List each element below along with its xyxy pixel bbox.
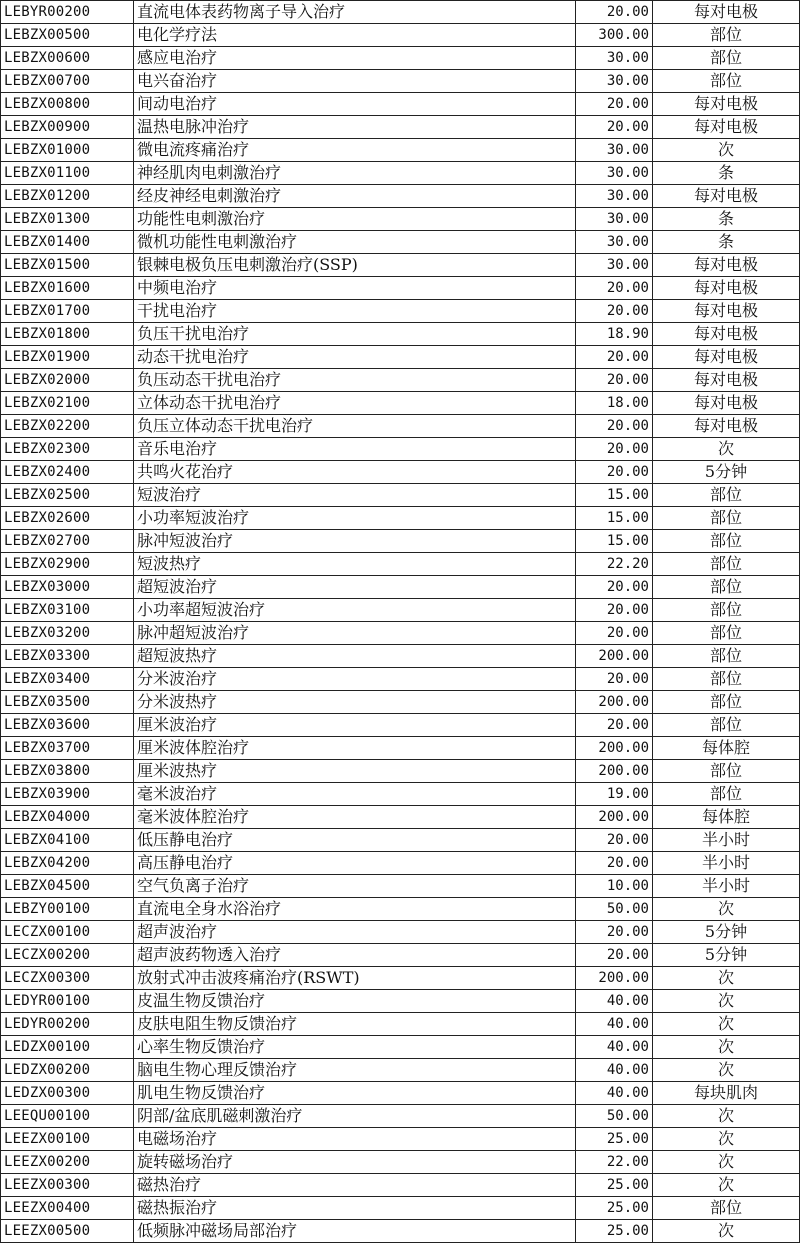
item-name-cell: 电磁场治疗: [134, 1128, 576, 1151]
item-price-cell: 20.00: [576, 576, 653, 599]
item-price-cell: 20.00: [576, 714, 653, 737]
item-unit-cell: 5分钟: [653, 461, 800, 484]
table-row: [1, 576, 800, 599]
item-code-cell: LEBZX02300: [1, 438, 134, 461]
table-row: [1, 392, 800, 415]
item-name-cell: 功能性电刺激治疗: [134, 208, 576, 231]
table-row: [1, 1036, 800, 1059]
item-code-cell: LEBZX00800: [1, 93, 134, 116]
item-code-cell: LEBZX01100: [1, 162, 134, 185]
item-price-cell: 40.00: [576, 1082, 653, 1105]
table-row: [1, 231, 800, 254]
item-unit-cell: 部位: [653, 24, 800, 47]
table-row: [1, 737, 800, 760]
item-unit-cell: 每体腔: [653, 806, 800, 829]
item-unit-cell: 每对电极: [653, 392, 800, 415]
item-code-cell: LEBZX03500: [1, 691, 134, 714]
item-unit-cell: 部位: [653, 760, 800, 783]
item-price-cell: 50.00: [576, 1105, 653, 1128]
item-unit-cell: 每块肌肉: [653, 1082, 800, 1105]
item-name-cell: 脉冲短波治疗: [134, 530, 576, 553]
item-price-cell: 40.00: [576, 1013, 653, 1036]
item-name-cell: 旋转磁场治疗: [134, 1151, 576, 1174]
item-unit-cell: 部位: [653, 70, 800, 93]
item-unit-cell: 部位: [653, 714, 800, 737]
table-row: [1, 645, 800, 668]
item-price-cell: 20.00: [576, 346, 653, 369]
item-name-cell: 小功率短波治疗: [134, 507, 576, 530]
item-name-cell: 短波热疗: [134, 553, 576, 576]
item-price-cell: 25.00: [576, 1197, 653, 1220]
item-code-cell: LECZX00200: [1, 944, 134, 967]
table-row: [1, 668, 800, 691]
item-code-cell: LEEZX00100: [1, 1128, 134, 1151]
table-row: [1, 875, 800, 898]
item-code-cell: LEBZX00700: [1, 70, 134, 93]
item-name-cell: 分米波热疗: [134, 691, 576, 714]
item-name-cell: 微电流疼痛治疗: [134, 139, 576, 162]
table-row: [1, 1174, 800, 1197]
item-name-cell: 毫米波治疗: [134, 783, 576, 806]
item-price-cell: 20.00: [576, 300, 653, 323]
item-code-cell: LEBZX03300: [1, 645, 134, 668]
item-name-cell: 短波治疗: [134, 484, 576, 507]
table-row: [1, 47, 800, 70]
item-name-cell: 动态干扰电治疗: [134, 346, 576, 369]
item-name-cell: 脑电生物心理反馈治疗: [134, 1059, 576, 1082]
item-price-cell: 22.00: [576, 1151, 653, 1174]
item-code-cell: LEBZX03400: [1, 668, 134, 691]
table-row: [1, 944, 800, 967]
item-code-cell: LEBZX00600: [1, 47, 134, 70]
item-unit-cell: 每对电极: [653, 369, 800, 392]
item-unit-cell: 次: [653, 1151, 800, 1174]
item-price-cell: 20.00: [576, 461, 653, 484]
item-unit-cell: 部位: [653, 622, 800, 645]
table-row: [1, 461, 800, 484]
item-price-cell: 30.00: [576, 70, 653, 93]
item-price-cell: 40.00: [576, 990, 653, 1013]
item-unit-cell: 每对电极: [653, 93, 800, 116]
item-name-cell: 干扰电治疗: [134, 300, 576, 323]
item-code-cell: LEBZX01300: [1, 208, 134, 231]
item-price-cell: 20.00: [576, 829, 653, 852]
item-price-cell: 200.00: [576, 760, 653, 783]
item-code-cell: LEBZX00500: [1, 24, 134, 47]
item-price-cell: 40.00: [576, 1059, 653, 1082]
item-name-cell: 温热电脉冲治疗: [134, 116, 576, 139]
item-price-cell: 30.00: [576, 47, 653, 70]
item-price-cell: 30.00: [576, 162, 653, 185]
item-name-cell: 低压静电治疗: [134, 829, 576, 852]
item-unit-cell: 部位: [653, 1197, 800, 1220]
item-name-cell: 皮温生物反馈治疗: [134, 990, 576, 1013]
item-name-cell: 电化学疗法: [134, 24, 576, 47]
item-price-cell: 15.00: [576, 484, 653, 507]
item-code-cell: LEBZX04200: [1, 852, 134, 875]
table-row: [1, 852, 800, 875]
table-row: [1, 553, 800, 576]
item-code-cell: LEBZY00100: [1, 898, 134, 921]
item-unit-cell: 部位: [653, 507, 800, 530]
item-name-cell: 脉冲超短波治疗: [134, 622, 576, 645]
item-name-cell: 共鸣火花治疗: [134, 461, 576, 484]
item-name-cell: 高压静电治疗: [134, 852, 576, 875]
item-price-cell: 20.00: [576, 944, 653, 967]
item-unit-cell: 次: [653, 1105, 800, 1128]
item-name-cell: 电兴奋治疗: [134, 70, 576, 93]
item-price-cell: 18.00: [576, 392, 653, 415]
item-unit-cell: 部位: [653, 484, 800, 507]
table-row: [1, 162, 800, 185]
item-name-cell: 小功率超短波治疗: [134, 599, 576, 622]
table-row: [1, 1013, 800, 1036]
item-unit-cell: 部位: [653, 645, 800, 668]
table-row: [1, 1105, 800, 1128]
item-unit-cell: 5分钟: [653, 921, 800, 944]
table-row: [1, 277, 800, 300]
item-price-cell: 300.00: [576, 24, 653, 47]
item-price-cell: 15.00: [576, 507, 653, 530]
item-code-cell: LEBZX03000: [1, 576, 134, 599]
item-unit-cell: 每对电极: [653, 116, 800, 139]
table-row: [1, 783, 800, 806]
item-name-cell: 负压动态干扰电治疗: [134, 369, 576, 392]
item-code-cell: LEBZX03900: [1, 783, 134, 806]
item-code-cell: LECZX00300: [1, 967, 134, 990]
item-code-cell: LEBZX00900: [1, 116, 134, 139]
table-row: [1, 599, 800, 622]
item-code-cell: LEDYR00100: [1, 990, 134, 1013]
item-code-cell: LEBZX01600: [1, 277, 134, 300]
table-row: [1, 806, 800, 829]
table-row: [1, 484, 800, 507]
item-code-cell: LEBZX01900: [1, 346, 134, 369]
table-row: [1, 24, 800, 47]
item-name-cell: 空气负离子治疗: [134, 875, 576, 898]
item-name-cell: 磁热振治疗: [134, 1197, 576, 1220]
item-price-cell: 15.00: [576, 530, 653, 553]
item-unit-cell: 次: [653, 990, 800, 1013]
table-row: [1, 1, 800, 24]
item-unit-cell: 部位: [653, 530, 800, 553]
item-price-cell: 20.00: [576, 93, 653, 116]
item-code-cell: LEBZX03100: [1, 599, 134, 622]
item-price-cell: 25.00: [576, 1128, 653, 1151]
item-price-cell: 30.00: [576, 185, 653, 208]
item-name-cell: 厘米波治疗: [134, 714, 576, 737]
item-code-cell: LEEZX00400: [1, 1197, 134, 1220]
table-row: [1, 829, 800, 852]
table-row: [1, 622, 800, 645]
table-row: [1, 438, 800, 461]
item-code-cell: LEBZX04500: [1, 875, 134, 898]
item-name-cell: 皮肤电阻生物反馈治疗: [134, 1013, 576, 1036]
table-row: [1, 300, 800, 323]
item-code-cell: LEBZX02200: [1, 415, 134, 438]
table-row: [1, 760, 800, 783]
item-name-cell: 立体动态干扰电治疗: [134, 392, 576, 415]
table-row: [1, 70, 800, 93]
item-unit-cell: 次: [653, 139, 800, 162]
item-price-cell: 20.00: [576, 1, 653, 24]
item-unit-cell: 次: [653, 1220, 800, 1243]
item-price-cell: 18.90: [576, 323, 653, 346]
item-name-cell: 放射式冲击波疼痛治疗(RSWT): [134, 967, 576, 990]
item-unit-cell: 每对电极: [653, 323, 800, 346]
table-row: [1, 116, 800, 139]
item-name-cell: 超短波热疗: [134, 645, 576, 668]
item-code-cell: LEEZX00200: [1, 1151, 134, 1174]
item-code-cell: LEBZX01500: [1, 254, 134, 277]
item-unit-cell: 每对电极: [653, 300, 800, 323]
table-row: [1, 346, 800, 369]
item-price-cell: 20.00: [576, 116, 653, 139]
item-unit-cell: 条: [653, 162, 800, 185]
item-price-cell: 25.00: [576, 1220, 653, 1243]
item-unit-cell: 次: [653, 438, 800, 461]
table-row: [1, 1197, 800, 1220]
item-code-cell: LEBZX01700: [1, 300, 134, 323]
item-name-cell: 间动电治疗: [134, 93, 576, 116]
item-price-cell: 20.00: [576, 277, 653, 300]
item-code-cell: LEBZX01000: [1, 139, 134, 162]
table-row: [1, 921, 800, 944]
item-code-cell: LEEZX00500: [1, 1220, 134, 1243]
item-price-cell: 50.00: [576, 898, 653, 921]
item-price-cell: 22.20: [576, 553, 653, 576]
item-code-cell: LEBZX04000: [1, 806, 134, 829]
item-code-cell: LEBZX02700: [1, 530, 134, 553]
table-row: [1, 415, 800, 438]
item-price-cell: 10.00: [576, 875, 653, 898]
item-code-cell: LEBZX03200: [1, 622, 134, 645]
item-unit-cell: 每对电极: [653, 1, 800, 24]
item-code-cell: LEBZX02400: [1, 461, 134, 484]
item-code-cell: LEBZX01200: [1, 185, 134, 208]
item-name-cell: 磁热治疗: [134, 1174, 576, 1197]
item-name-cell: 微机功能性电刺激治疗: [134, 231, 576, 254]
item-price-cell: 200.00: [576, 645, 653, 668]
item-code-cell: LEBZX01800: [1, 323, 134, 346]
item-price-cell: 30.00: [576, 231, 653, 254]
item-unit-cell: 次: [653, 1036, 800, 1059]
item-code-cell: LEBZX03600: [1, 714, 134, 737]
item-unit-cell: 条: [653, 208, 800, 231]
item-unit-cell: 每体腔: [653, 737, 800, 760]
item-price-cell: 40.00: [576, 1036, 653, 1059]
item-unit-cell: 次: [653, 1128, 800, 1151]
table-row: [1, 530, 800, 553]
item-name-cell: 经皮神经电刺激治疗: [134, 185, 576, 208]
item-code-cell: LEDZX00100: [1, 1036, 134, 1059]
item-name-cell: 超声波治疗: [134, 921, 576, 944]
item-name-cell: 负压立体动态干扰电治疗: [134, 415, 576, 438]
item-unit-cell: 部位: [653, 599, 800, 622]
item-code-cell: LEBZX03800: [1, 760, 134, 783]
item-unit-cell: 部位: [653, 668, 800, 691]
table-row: [1, 208, 800, 231]
item-code-cell: LEDZX00300: [1, 1082, 134, 1105]
table-row: [1, 1059, 800, 1082]
item-name-cell: 超短波治疗: [134, 576, 576, 599]
item-code-cell: LEEZX00300: [1, 1174, 134, 1197]
item-unit-cell: 次: [653, 967, 800, 990]
item-code-cell: LEBZX02900: [1, 553, 134, 576]
item-name-cell: 直流电体表药物离子导入治疗: [134, 1, 576, 24]
table-row: [1, 967, 800, 990]
item-price-cell: 20.00: [576, 852, 653, 875]
item-price-cell: 200.00: [576, 967, 653, 990]
table-row: [1, 369, 800, 392]
item-unit-cell: 部位: [653, 783, 800, 806]
item-code-cell: LEBZX02600: [1, 507, 134, 530]
table-row: [1, 93, 800, 116]
table-row: [1, 1220, 800, 1243]
item-code-cell: LEDYR00200: [1, 1013, 134, 1036]
item-unit-cell: 部位: [653, 576, 800, 599]
item-name-cell: 毫米波体腔治疗: [134, 806, 576, 829]
item-name-cell: 厘米波体腔治疗: [134, 737, 576, 760]
table-row: [1, 691, 800, 714]
item-name-cell: 中频电治疗: [134, 277, 576, 300]
item-code-cell: LEBZX03700: [1, 737, 134, 760]
item-price-cell: 200.00: [576, 806, 653, 829]
item-unit-cell: 半小时: [653, 829, 800, 852]
item-name-cell: 直流电全身水浴治疗: [134, 898, 576, 921]
item-name-cell: 感应电治疗: [134, 47, 576, 70]
item-code-cell: LEBZX02000: [1, 369, 134, 392]
item-price-cell: 20.00: [576, 921, 653, 944]
item-code-cell: LEEQU00100: [1, 1105, 134, 1128]
table-row: [1, 714, 800, 737]
item-name-cell: 阴部/盆底肌磁刺激治疗: [134, 1105, 576, 1128]
item-name-cell: 神经肌肉电刺激治疗: [134, 162, 576, 185]
item-price-cell: 20.00: [576, 369, 653, 392]
item-price-cell: 20.00: [576, 415, 653, 438]
item-name-cell: 心率生物反馈治疗: [134, 1036, 576, 1059]
item-unit-cell: 每对电极: [653, 254, 800, 277]
item-unit-cell: 部位: [653, 553, 800, 576]
item-unit-cell: 半小时: [653, 852, 800, 875]
item-name-cell: 负压干扰电治疗: [134, 323, 576, 346]
table-row: [1, 990, 800, 1013]
item-price-cell: 30.00: [576, 139, 653, 162]
item-name-cell: 银棘电极负压电刺激治疗(SSP): [134, 254, 576, 277]
item-unit-cell: 每对电极: [653, 415, 800, 438]
item-price-cell: 30.00: [576, 254, 653, 277]
item-code-cell: LEBYR00200: [1, 1, 134, 24]
table-row: [1, 898, 800, 921]
item-unit-cell: 次: [653, 1059, 800, 1082]
item-name-cell: 分米波治疗: [134, 668, 576, 691]
item-code-cell: LECZX00100: [1, 921, 134, 944]
item-code-cell: LEBZX04100: [1, 829, 134, 852]
item-name-cell: 音乐电治疗: [134, 438, 576, 461]
item-unit-cell: 条: [653, 231, 800, 254]
item-name-cell: 肌电生物反馈治疗: [134, 1082, 576, 1105]
item-unit-cell: 半小时: [653, 875, 800, 898]
item-name-cell: 低频脉冲磁场局部治疗: [134, 1220, 576, 1243]
item-unit-cell: 每对电极: [653, 277, 800, 300]
item-name-cell: 厘米波热疗: [134, 760, 576, 783]
item-unit-cell: 部位: [653, 691, 800, 714]
item-price-cell: 25.00: [576, 1174, 653, 1197]
item-price-cell: 20.00: [576, 599, 653, 622]
table-row: [1, 185, 800, 208]
table-row: [1, 507, 800, 530]
table-row: [1, 139, 800, 162]
table-body: [1, 1, 800, 1243]
table-row: [1, 1082, 800, 1105]
item-unit-cell: 部位: [653, 47, 800, 70]
table-row: [1, 254, 800, 277]
item-code-cell: LEBZX01400: [1, 231, 134, 254]
item-code-cell: LEDZX00200: [1, 1059, 134, 1082]
table-row: [1, 323, 800, 346]
table-row: [1, 1151, 800, 1174]
item-unit-cell: 次: [653, 1174, 800, 1197]
table-row: [1, 1128, 800, 1151]
item-unit-cell: 每对电极: [653, 346, 800, 369]
item-unit-cell: 次: [653, 898, 800, 921]
item-price-cell: 200.00: [576, 737, 653, 760]
item-price-cell: 19.00: [576, 783, 653, 806]
item-price-cell: 30.00: [576, 208, 653, 231]
item-unit-cell: 5分钟: [653, 944, 800, 967]
item-name-cell: 超声波药物透入治疗: [134, 944, 576, 967]
item-price-cell: 20.00: [576, 668, 653, 691]
item-price-cell: 200.00: [576, 691, 653, 714]
item-code-cell: LEBZX02100: [1, 392, 134, 415]
item-unit-cell: 每对电极: [653, 185, 800, 208]
item-code-cell: LEBZX02500: [1, 484, 134, 507]
item-price-cell: 20.00: [576, 622, 653, 645]
item-price-cell: 20.00: [576, 438, 653, 461]
item-unit-cell: 次: [653, 1013, 800, 1036]
